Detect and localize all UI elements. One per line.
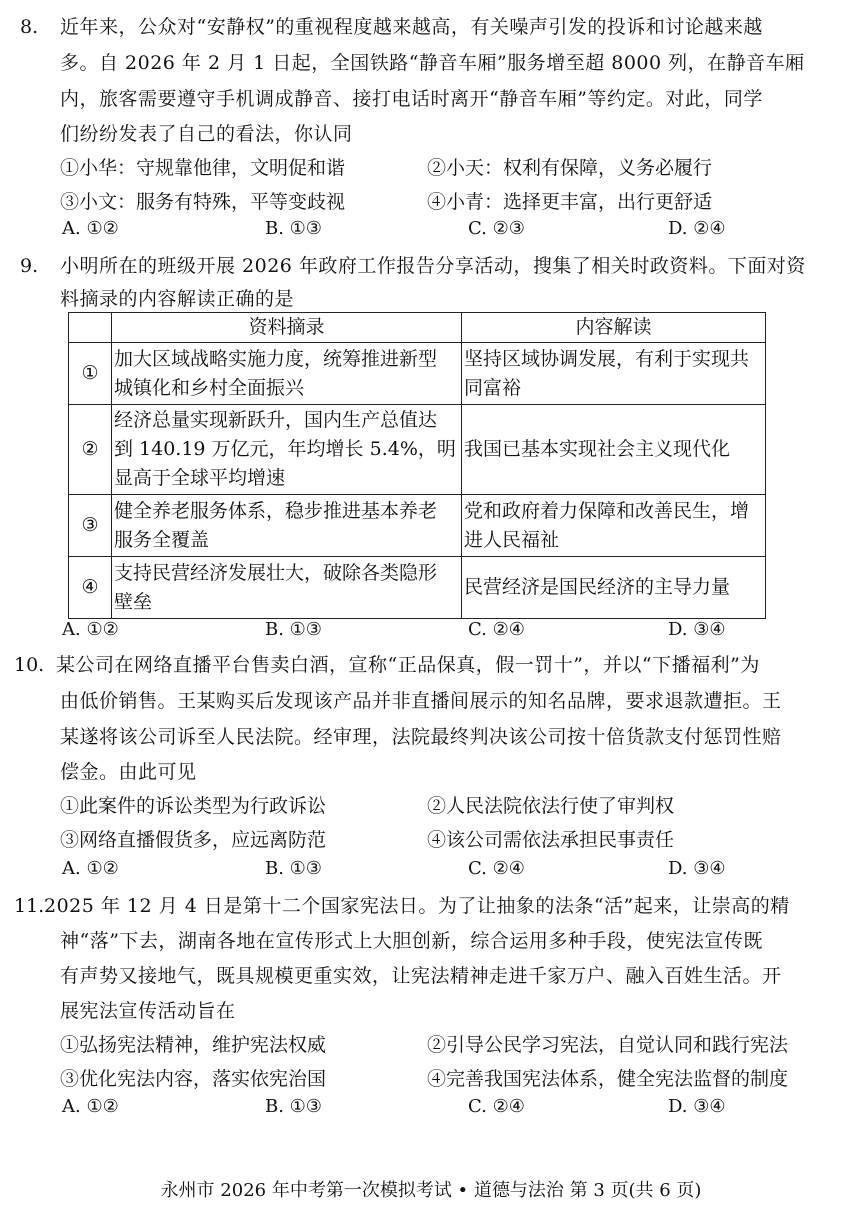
question-8-choice-a[interactable]: A. ①②	[62, 218, 119, 239]
question-8-line: 多。自 2026 年 2 月 1 日起，全国铁路“静音车厢”服务增至超 8000 列，在静音车厢	[60, 52, 805, 74]
excerpt-line: 加大区域战略实施力度，统筹推进新型	[114, 347, 438, 370]
question-8-choice-b[interactable]: B. ①③	[265, 218, 322, 239]
excerpt-line: 支持民营经济发展壮大，破除各类隐形	[114, 561, 438, 584]
question-11-line: 展宪法宣传活动旨在	[60, 1000, 236, 1022]
row-number: ④	[69, 557, 112, 619]
question-10-number: 10.	[14, 654, 45, 676]
interpretation-line: 同富裕	[464, 376, 522, 399]
question-11-option: ①弘扬宪法精神，维护宪法权威	[60, 1034, 327, 1056]
interpretation-line: 党和政府着力保障和改善民生，增	[464, 499, 750, 522]
excerpt-line: 显高于全球平均增速	[114, 467, 286, 489]
question-9-line: 小明所在的班级开展 2026 年政府工作报告分享活动，搜集了相关时政资料。下面对资	[60, 255, 806, 277]
material-table	[68, 312, 766, 619]
question-11-line: 2025 年 12 月 4 日是第十二个国家宪法日。为了让抽象的法条“活”起来，让崇高的精	[44, 895, 790, 917]
question-9-choice-d[interactable]: D. ③④	[668, 619, 726, 640]
question-11-option: ②引导公民学习宪法，自觉认同和践行宪法	[427, 1034, 789, 1056]
excerpt-cell	[112, 495, 462, 557]
question-11-choice-b[interactable]: B. ①③	[265, 1096, 322, 1117]
question-9-choice-a[interactable]: A. ①②	[62, 619, 119, 640]
table-row	[69, 343, 766, 405]
row-number: ③	[69, 495, 112, 557]
question-9-number: 9.	[20, 255, 39, 277]
question-8-option: ②小天：权利有保障，义务必履行	[427, 157, 713, 179]
question-10-choice-d[interactable]: D. ③④	[668, 858, 726, 879]
question-11-option: ④完善我国宪法体系，健全宪法监督的制度	[427, 1068, 789, 1090]
interpretation-cell	[462, 405, 766, 495]
question-8-choice-d[interactable]: D. ②④	[668, 218, 726, 239]
interpretation-line: 我国已基本实现社会主义现代化	[464, 438, 731, 460]
question-11-choice-d[interactable]: D. ③④	[668, 1096, 726, 1117]
question-11-line: 有声势又接地气，既具规模更重实效，让宪法精神走进千家万户、融入百姓生活。开	[60, 965, 782, 987]
question-8-choice-c[interactable]: C. ②③	[468, 218, 525, 239]
question-11-option: ③优化宪法内容，落实依宪治国	[60, 1068, 327, 1090]
question-10-line: 由低价销售。王某购买后发现该产品并非直播间展示的知名品牌，要求退款遭拒。王	[60, 690, 782, 712]
interpretation-cell	[462, 495, 766, 557]
question-10-choice-c[interactable]: C. ②④	[468, 858, 525, 879]
question-11-choice-c[interactable]: C. ②④	[468, 1096, 525, 1117]
excerpt-line: 壁垒	[114, 590, 153, 613]
table-header-cell: 内容解读	[462, 313, 766, 343]
question-10-option: ①此案件的诉讼类型为行政诉讼	[60, 795, 327, 817]
excerpt-cell	[112, 557, 462, 619]
row-number: ①	[69, 343, 112, 405]
page-footer: 永州市 2026 年中考第一次模拟考试 • 道德与法治 第 3 页(共 6 页)	[160, 1180, 702, 1201]
question-8-option: ③小文：服务有特殊，平等变歧视	[60, 191, 346, 213]
excerpt-line: 健全养老服务体系，稳步推进基本养老	[114, 499, 438, 522]
table-header-row	[69, 313, 766, 343]
question-8-line: 近年来，公众对“安静权”的重视程度越来越高，有关噪声引发的投诉和讨论越来越	[60, 16, 763, 38]
table-header-cell: 资料摘录	[112, 313, 462, 343]
excerpt-line: 城镇化和乡村全面振兴	[114, 376, 305, 399]
interpretation-cell	[462, 343, 766, 405]
question-10-line: 偿金。由此可见	[60, 761, 197, 783]
question-10-option: ③网络直播假货多，应远离防范	[60, 829, 327, 851]
question-10-option: ④该公司需依法承担民事责任	[427, 829, 675, 851]
table-header-cell	[69, 313, 112, 343]
question-11-line: 神“落”下去，湖南各地在宣传形式上大胆创新，综合运用多种手段，使宪法宣传既	[60, 930, 763, 952]
interpretation-line: 坚持区域协调发展，有利于实现共	[464, 347, 750, 370]
question-11-choice-a[interactable]: A. ①②	[62, 1096, 119, 1117]
table-row	[69, 405, 766, 495]
question-8-option: ①小华：守规靠他律，文明促和谐	[60, 157, 346, 179]
interpretation-line: 进人民福祉	[464, 528, 560, 551]
question-8-number: 8.	[20, 16, 39, 38]
question-9-line: 料摘录的内容解读正确的是	[60, 288, 295, 310]
row-number: ②	[69, 405, 112, 495]
excerpt-cell	[112, 405, 462, 495]
question-11-number: 11.	[14, 895, 45, 917]
interpretation-cell	[462, 557, 766, 619]
question-10-option: ②人民法院依法行使了审判权	[427, 795, 675, 817]
interpretation-line: 民营经济是国民经济的主导力量	[464, 576, 731, 598]
question-10-choice-b[interactable]: B. ①③	[265, 858, 322, 879]
question-9-choice-c[interactable]: C. ②④	[468, 619, 525, 640]
question-8-line: 内，旅客需要遵守手机调成静音、接打电话时离开“静音车厢”等约定。对此，同学	[60, 88, 763, 110]
question-9-choice-b[interactable]: B. ①③	[265, 619, 322, 640]
table-row	[69, 557, 766, 619]
table-row	[69, 495, 766, 557]
excerpt-line: 服务全覆盖	[114, 528, 210, 551]
question-10-line: 某遂将该公司诉至人民法院。经审理，法院最终判决该公司按十倍货款支付惩罚性赔	[60, 726, 782, 748]
question-8-option: ④小青：选择更丰富，出行更舒适	[427, 191, 713, 213]
excerpt-line: 经济总量实现新跃升，国内生产总值达	[114, 409, 438, 431]
excerpt-line: 到 140.19 万亿元，年均增长 5.4%，明	[114, 438, 456, 460]
question-10-choice-a[interactable]: A. ①②	[62, 858, 119, 879]
question-8-line: 们纷纷发表了自己的看法，你认同	[60, 123, 353, 145]
excerpt-cell	[112, 343, 462, 405]
question-10-line: 某公司在网络直播平台售卖白酒，宣称“正品保真，假一罚十”，并以“下播福利”为	[56, 654, 760, 676]
